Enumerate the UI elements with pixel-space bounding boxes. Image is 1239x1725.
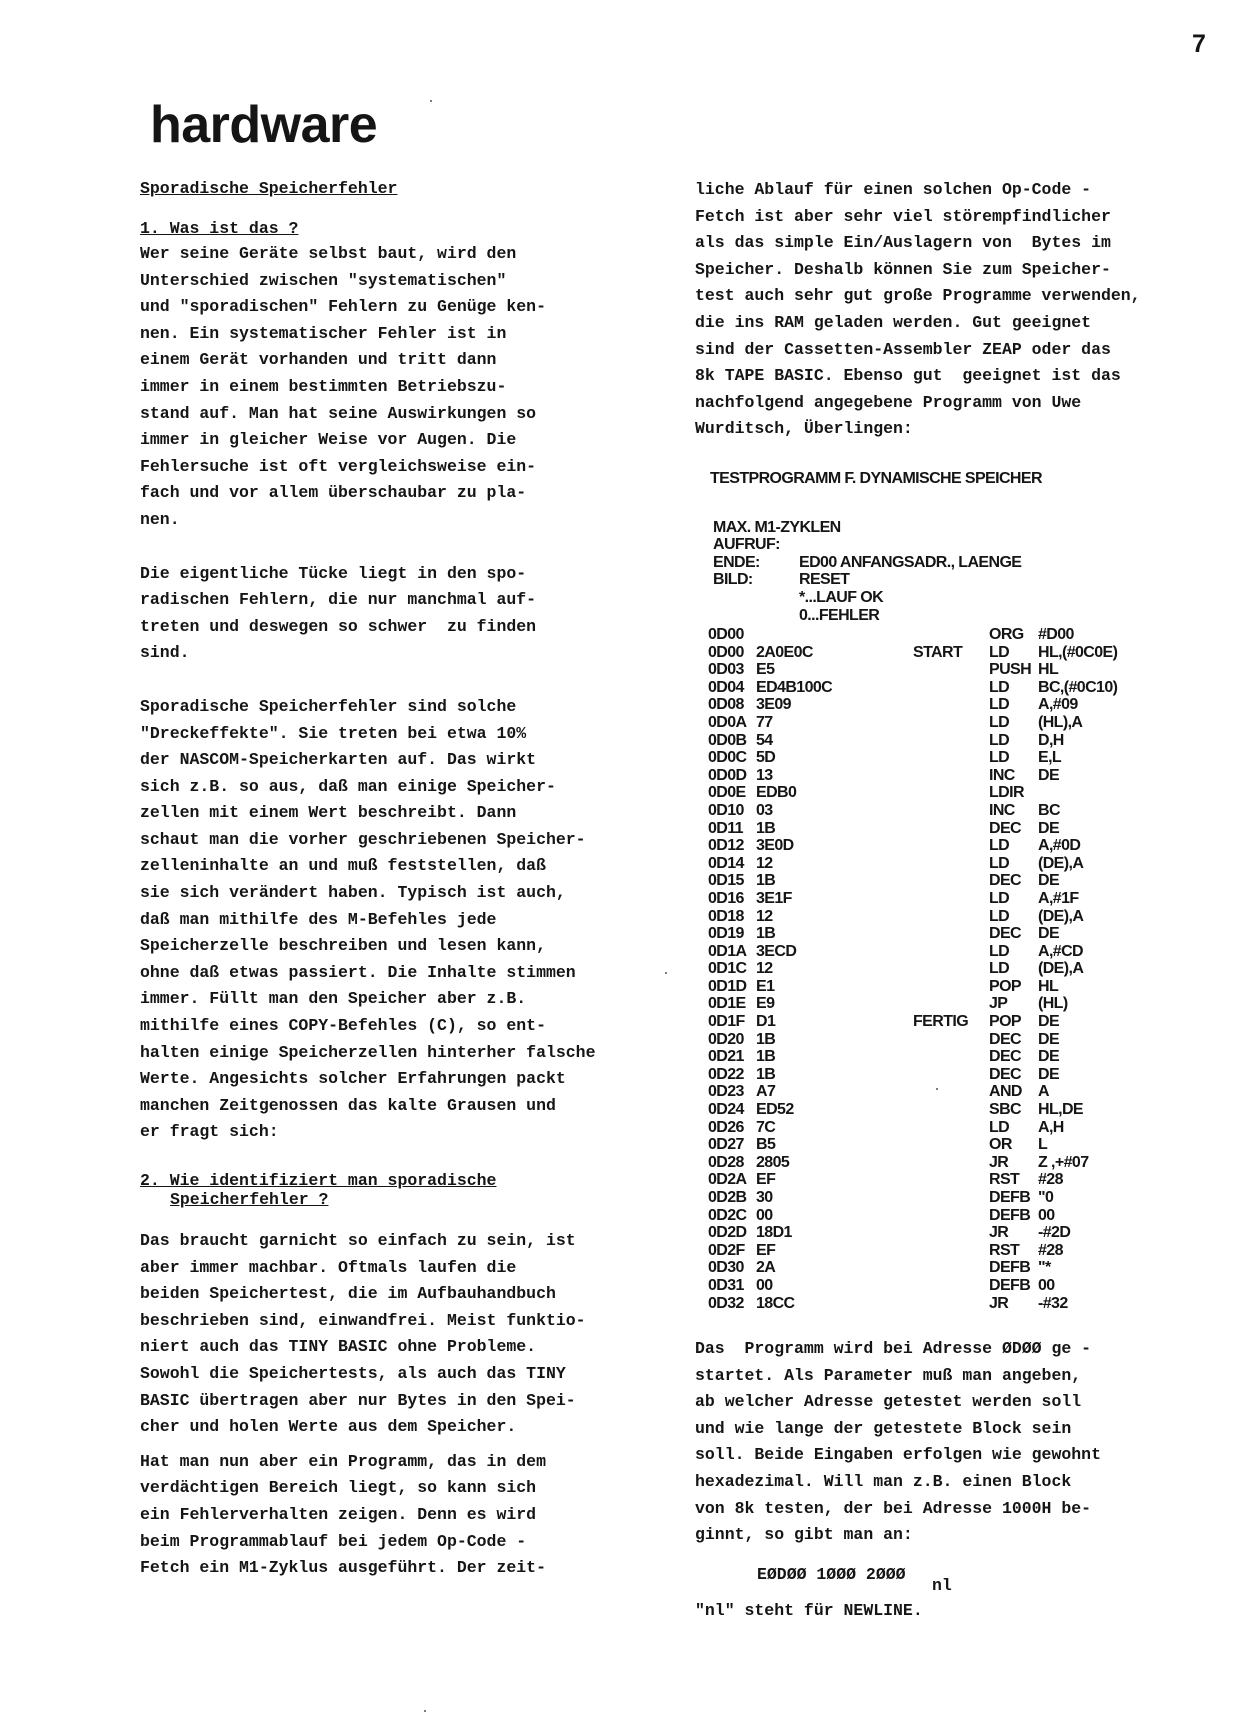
listing-address: 0D0C [708,749,747,767]
listing-operand: (DE),A [1038,960,1084,978]
listing-address: 0D32 [708,1294,744,1312]
listing-opcode: 2A0E0C [756,643,813,661]
listing-operand: #D00 [1038,626,1074,643]
listing-address: 0D0D [708,766,747,784]
listing-address: 0D16 [708,889,744,907]
listing-mnemonic: LD [989,854,1010,872]
program-header [713,501,1022,624]
listing-address: 0D2D [708,1224,747,1242]
listing-operand: DE [1038,872,1060,890]
meta-row [713,501,841,536]
listing-mnemonic: INC [989,801,1015,819]
right-column [695,177,1215,443]
listing-opcode: 5D [756,749,776,767]
listing-operand: A,H [1038,1118,1064,1136]
listing-operand: E,L [1038,749,1062,767]
listing-operand: DE [1038,766,1060,784]
listing-operand: D,H [1038,731,1064,749]
listing-address: 0D1A [708,942,747,960]
listing-opcode: E1 [756,977,775,995]
listing-opcode: 77 [756,713,773,731]
meta-key: MAX. M1-ZYKLEN [713,518,841,536]
listing-operand: DE [1038,1048,1060,1066]
listing-operand: HL,DE [1038,1101,1084,1119]
listing-mnemonic: DEC [989,1030,1021,1048]
listing-mnemonic: DEC [989,1048,1021,1066]
subheading-2b: Speicherfehler ? [170,1190,329,1209]
listing-mnemonic: LD [989,837,1010,855]
listing-mnemonic: LD [989,749,1010,767]
listing-address: 0D15 [708,872,744,890]
listing-mnemonic: DEC [989,925,1021,943]
listing-opcode: ED52 [756,1101,794,1119]
listing-address: 0D23 [708,1083,744,1101]
listing-operand: A,#1F [1038,889,1079,907]
newline-note: "nl" steht für NEWLINE. [695,1601,923,1620]
listing-address: 0D08 [708,696,744,714]
section-title: hardware [150,96,378,154]
listing-mnemonic: RST [989,1171,1020,1189]
listing-operand: 00 [1038,1206,1055,1224]
listing-address: 0D12 [708,837,744,855]
meta-value: *...LAUF OK [799,588,884,606]
listing-opcode: E9 [756,995,775,1013]
listing-mnemonic: LD [989,1118,1010,1136]
listing-opcode: 1B [756,819,776,837]
listing-opcode: 1B [756,1065,776,1083]
listing-mnemonic: LDIR [989,784,1024,802]
listing-mnemonic: LD [989,643,1010,661]
listing-opcode: 3E1F [756,889,792,907]
scan-speck [665,972,667,974]
listing-operand: -#2D [1038,1224,1071,1242]
meta-key: ENDE: [713,553,760,571]
listing-operand: DE [1038,1013,1060,1031]
listing-address: 0D2B [708,1189,747,1206]
listing-label: START [913,643,963,661]
listing-operand: A,#09 [1038,696,1078,714]
listing-opcode: ED4B100C [756,678,833,696]
listing-operand: BC [1038,801,1060,819]
paragraph-4: Das braucht garnicht so einfach zu sein, ist aber immer machbar. Oftmals laufen die beiden Speichertest, die im Aufbauhandbuch beschrieben sind, einwandfrei. Meist funktio- niert auch das TINY BASIC ohne Probleme. Sowohl die Speichertests, als auch das TINY BASIC übertragen aber nur Bytes in den Spei- cher und holen Werte aus dem Speicher. [140,1231,586,1437]
listing-mnemonic: LD [989,713,1010,731]
listing-opcode: 7C [756,1118,776,1136]
meta-value: RESET [799,571,850,589]
command-suffix: nl [932,1576,952,1595]
paragraph-2: Die eigentliche Tücke liegt in den spo- radischen Fehlern, die nur manchmal auf- treten und deswegen so schwer zu finden sind. [140,563,537,663]
listing-mnemonic: DEC [989,819,1021,837]
listing-opcode: 1B [756,1030,776,1048]
listing-address: 0D2F [708,1241,745,1259]
listing-address: 0D30 [708,1259,744,1277]
listing-opcode: EF [756,1241,776,1259]
listing-operand: A [1038,1083,1049,1101]
listing-address: 0D10 [708,801,744,819]
listing-operand: Z ,+#07 [1038,1153,1089,1171]
listing-address: 0D0A [708,713,747,731]
listing-opcode: 03 [756,801,773,819]
listing-operand: #28 [1038,1241,1063,1259]
listing-opcode: 1B [756,925,776,943]
listing-mnemonic: JR [989,1153,1009,1171]
listing-opcode: 00 [756,1276,773,1294]
listing-address: 0D04 [708,678,744,696]
scan-speck [430,100,432,102]
left-column [140,179,660,1582]
listing-opcode: 00 [756,1206,773,1224]
listing-mnemonic: ORG [989,626,1024,643]
listing-address: 0D1C [708,960,747,978]
listing-mnemonic: POP [989,1013,1021,1031]
listing-operand: (DE),A [1038,907,1084,925]
meta-value: 0...FEHLER [799,606,880,624]
listing-address: 0D27 [708,1136,744,1154]
listing-operand: BC,(#0C10) [1038,678,1118,696]
listing-address: 0D19 [708,925,744,943]
listing-address: 0D03 [708,661,744,679]
listing-operand: "0 [1038,1189,1054,1206]
paragraph-1: Wer seine Geräte selbst baut, wird den Unterschied zwischen "systematischen" und "sporadischen" Fehlern zu Genüge ken- nen. Ein systematischer Fehler ist in einem Gerät vorhanden und tritt dann immer in einem bestimmten Betriebszu- stand auf. Man hat seine Auswirkungen so immer in gleicher Weise vor Augen. Die Fehlersuche ist oft vergleichsweise ein- fach und vor allem überschaubar zu pla- nen. [140,244,546,529]
listing-mnemonic: DEC [989,1065,1021,1083]
listing-opcode: 12 [756,854,773,872]
listing-opcode: 18CC [756,1294,795,1312]
listing-address: 0D2A [708,1171,747,1189]
listing-mnemonic: RST [989,1241,1020,1259]
listing-address: 0D20 [708,1030,744,1048]
listing-mnemonic: SBC [989,1101,1021,1119]
listing-opcode: 2A [756,1259,776,1277]
listing-address: 0D1F [708,1013,745,1031]
listing-address: 0D24 [708,1101,744,1119]
paragraph-right-1: liche Ablauf für einen solchen Op-Code - Fetch ist aber sehr viel störempfindlicher als das simple Ein/Auslagern von Bytes im Speicher. Deshalb können Sie zum Speicher- test auch sehr gut große Programme verwenden, die ins RAM geladen werden. Gut geeignet sind der Cassetten-Assembler ZEAP oder das 8k TAPE BASIC. Ebenso gut geeignet ist das nachfolgend angegebene Programm von Uwe Wurditsch, Überlingen: [695,180,1141,439]
listing-operand: #28 [1038,1171,1063,1189]
listing-operand: A,#CD [1038,942,1084,960]
listing-opcode: 1B [756,872,776,890]
meta-key: AUFRUF: [713,536,780,554]
listing-mnemonic: DEFB [989,1276,1031,1294]
listing-address: 0D00 [708,643,744,661]
listing-address: 0D1E [708,995,746,1013]
command-example: EØDØØ 1ØØØ 2ØØØ [757,1565,906,1584]
listing-address: 0D31 [708,1276,744,1294]
program-explanation [695,1336,1215,1549]
listing-operand: -#32 [1038,1294,1068,1312]
listing-mnemonic: LD [989,889,1010,907]
listing-opcode: E5 [756,661,775,679]
listing-address: 0D00 [708,626,744,643]
listing-address: 0D21 [708,1048,744,1066]
listing-address: 0D22 [708,1065,744,1083]
listing-opcode: 12 [756,960,773,978]
listing-address: 0D11 [708,819,743,837]
listing-mnemonic: LD [989,907,1010,925]
listing-mnemonic: LD [989,696,1010,714]
listing-mnemonic: LD [989,731,1010,749]
scan-speck [424,1710,426,1712]
listing-opcode: 30 [756,1189,773,1206]
program-title: TESTPROGRAMM F. DYNAMISCHE SPEICHER [710,470,1042,487]
listing-address: 0D0B [708,731,747,749]
listing-operand: HL [1038,661,1059,679]
listing-operand: "* [1038,1259,1051,1277]
listing-opcode: 13 [756,766,773,784]
listing-mnemonic: DEFB [989,1259,1031,1277]
listing-mnemonic: LD [989,678,1010,696]
listing-operand: L [1038,1136,1048,1154]
listing-mnemonic: LD [989,960,1010,978]
listing-label: FERTIG [913,1013,969,1031]
listing-operand: DE [1038,1030,1060,1048]
subheading-1: 1. Was ist das ? [140,219,299,238]
listing-mnemonic: JR [989,1224,1009,1242]
listing-operand: DE [1038,1065,1060,1083]
listing-mnemonic: JP [989,995,1008,1013]
listing-operand: 00 [1038,1276,1055,1294]
listing-opcode: 3ECD [756,942,797,960]
listing-operand: DE [1038,925,1060,943]
listing-operand: (HL) [1038,995,1068,1013]
listing-mnemonic: DEC [989,872,1021,890]
listing-opcode: D1 [756,1013,776,1031]
listing-mnemonic: OR [989,1136,1012,1154]
listing-operand: (DE),A [1038,854,1084,872]
page-number: 7 [1192,30,1206,58]
listing-address: 0D0E [708,784,746,802]
paragraph-5: Hat man nun aber ein Programm, das in dem verdächtigen Bereich liegt, so kann sich ein Fehlerverhalten zeigen. Denn es wird beim Programmablauf bei jedem Op-Code - Fetch ein M1-Zyklus ausgeführt. Der zeit- [140,1451,546,1578]
listing-mnemonic: POP [989,977,1021,995]
listing-operand: (HL),A [1038,713,1083,731]
listing-address: 0D18 [708,907,744,925]
listing-address: 0D1D [708,977,747,995]
listing-operand: DE [1038,819,1060,837]
listing-address: 0D26 [708,1118,744,1136]
meta-key: BILD: [713,571,753,589]
listing-address: 0D2C [708,1206,747,1224]
listing-operand: A,#0D [1038,837,1081,855]
listing-mnemonic: DEFB [989,1206,1031,1224]
subheading-2a: 2. Wie identifiziert man sporadische [140,1171,497,1190]
listing-opcode: 3E09 [756,696,791,714]
meta-value: ED00 ANFANGSADR., LAENGE [799,553,1022,571]
scan-speck [936,1088,938,1090]
listing-opcode: EDB0 [756,784,797,802]
listing-opcode: EF [756,1171,776,1189]
article-title: Sporadische Speicherfehler [140,179,398,198]
listing-address: 0D28 [708,1153,744,1171]
listing-operand: HL [1038,977,1059,995]
listing-opcode: B5 [756,1136,776,1154]
listing-mnemonic: INC [989,766,1015,784]
listing-mnemonic: JR [989,1294,1009,1312]
listing-mnemonic: LD [989,942,1010,960]
listing-opcode: A7 [756,1083,776,1101]
listing-opcode: 3E0D [756,837,794,855]
listing-opcode: 54 [756,731,773,749]
listing-mnemonic: AND [989,1083,1022,1101]
listing-opcode: 12 [756,907,773,925]
listing-mnemonic: DEFB [989,1189,1031,1206]
paragraph-3: Sporadische Speicherfehler sind solche "Dreckeffekte". Sie treten bei etwa 10% der NASCOM-Speicherkarten auf. Das wirkt sich z.B. so aus, daß man einige Speicher- zellen mit einem Wert beschreibt. Dann schaut man die vorher geschriebenen Speicher- zelleninhalte an und muß feststellen, daß sie sich verändert haben. Typisch ist auch, daß man mithilfe des M-Befehles jede Speicherzelle beschreiben und lesen kann, ohne daß etwas passiert. Die Inhalte stimmen immer. Füllt man den Speicher aber z.B. mithilfe eines COPY-Befehles (C), so ent- halten einige Speicherzellen hinterher falsche Werte. Angesichts solcher Erfahrungen packt manchen Zeitgenossen das kalte Grausen und er fragt sich: [140,696,596,1142]
listing-opcode: 1B [756,1048,776,1066]
listing-opcode: 18D1 [756,1224,792,1242]
listing-mnemonic: PUSH [989,661,1032,679]
listing-address: 0D14 [708,854,744,872]
paragraph-right-2: Das Programm wird bei Adresse ØDØØ ge - startet. Als Parameter muß man angeben, ab welcher Adresse getestet werden soll und wie lange der getestete Block sein soll. Beide Eingaben erfolgen wie gewohnt hexadezimal. Will man z.B. einen Block von 8k testen, der bei Adresse 1000H be- ginnt, so gibt man an: [695,1339,1101,1545]
listing-opcode: 2805 [756,1153,790,1171]
listing-operand: HL,(#0C0E) [1038,643,1118,661]
